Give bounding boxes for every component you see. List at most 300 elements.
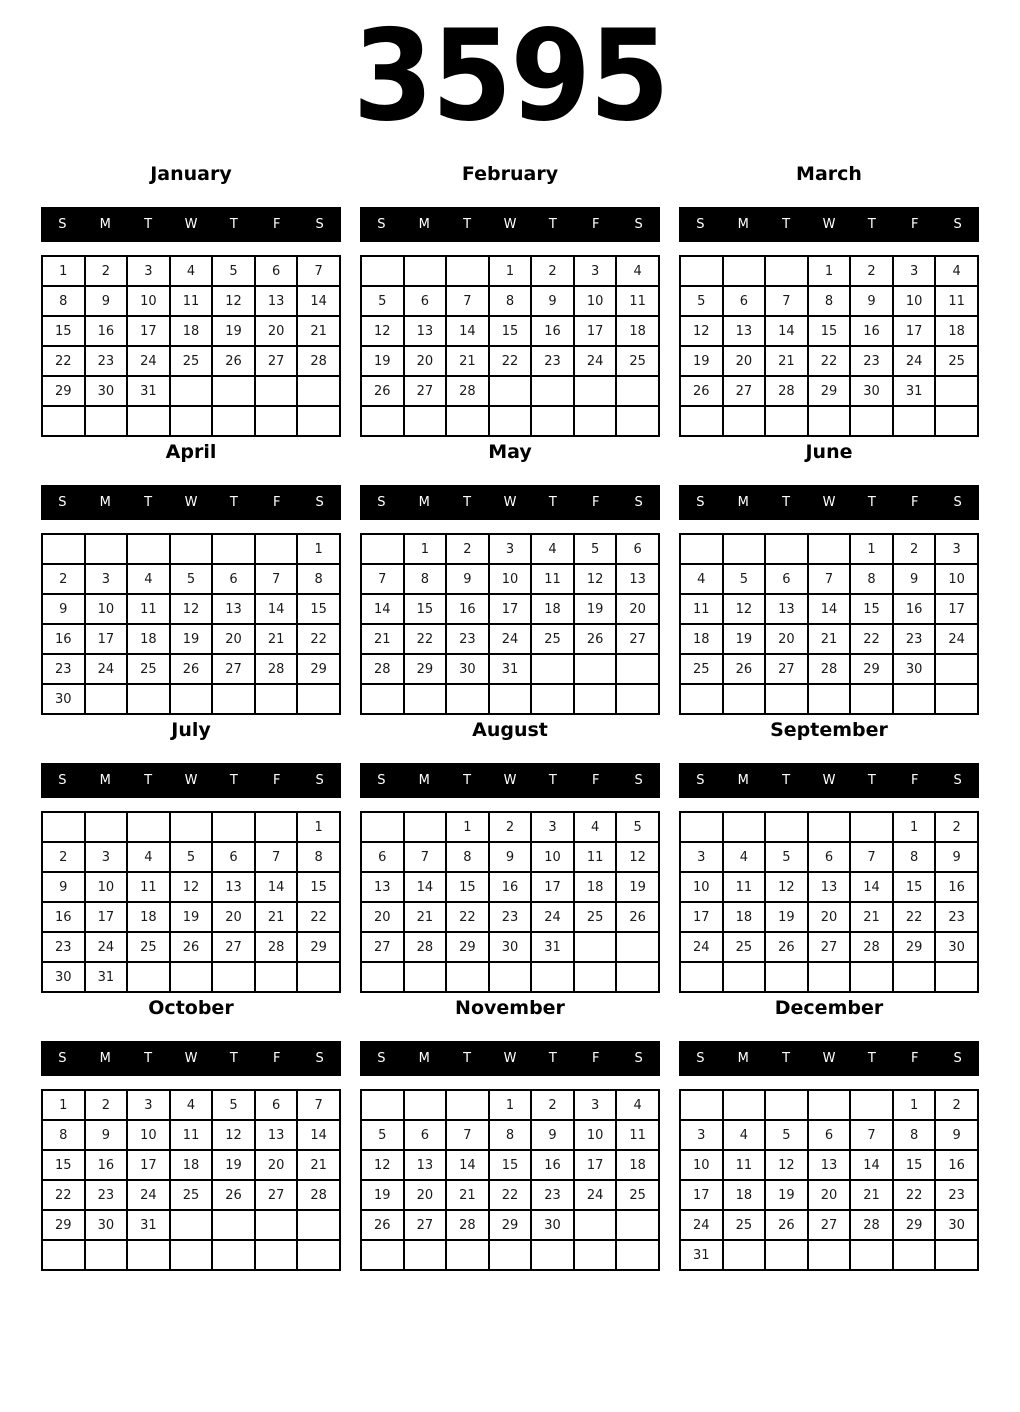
weekday-label: S — [953, 1051, 962, 1066]
date-cell: 15 — [893, 872, 936, 902]
month-title: May — [488, 441, 532, 463]
date-cell — [616, 654, 659, 684]
weekday-label: S — [953, 217, 962, 232]
date-cell: 28 — [297, 1180, 340, 1210]
date-cell: 13 — [255, 286, 298, 316]
weekday-label: T — [229, 217, 238, 232]
date-cell: 14 — [255, 872, 298, 902]
date-cell — [935, 962, 978, 992]
date-cell: 16 — [531, 1150, 574, 1180]
date-cell: 27 — [723, 376, 766, 406]
week-row — [42, 1120, 340, 1150]
date-cell: 10 — [574, 1120, 617, 1150]
date-cell: 21 — [404, 902, 447, 932]
date-cell: 2 — [531, 1090, 574, 1120]
date-cell — [850, 684, 893, 714]
date-cell — [85, 1240, 128, 1270]
date-cell — [616, 962, 659, 992]
date-cell — [404, 962, 447, 992]
date-cell — [808, 534, 851, 564]
calendar-table — [679, 811, 979, 993]
date-cell — [212, 406, 255, 436]
weekday-label: T — [144, 495, 153, 510]
date-cell: 28 — [446, 376, 489, 406]
date-cell: 24 — [85, 932, 128, 962]
date-cell — [170, 1210, 213, 1240]
date-cell — [127, 534, 170, 564]
weekday-label: W — [184, 217, 198, 232]
week-row — [361, 684, 659, 714]
date-cell — [935, 684, 978, 714]
date-cell — [723, 406, 766, 436]
date-cell — [127, 684, 170, 714]
date-cell: 27 — [765, 654, 808, 684]
date-cell: 29 — [893, 932, 936, 962]
date-cell: 22 — [446, 902, 489, 932]
date-cell: 1 — [297, 812, 340, 842]
date-cell: 1 — [446, 812, 489, 842]
week-row — [680, 346, 978, 376]
date-cell: 3 — [574, 256, 617, 286]
week-row — [680, 684, 978, 714]
weekday-label: T — [782, 1051, 791, 1066]
weekday-label: T — [782, 773, 791, 788]
date-cell — [850, 1090, 893, 1120]
date-cell: 29 — [850, 654, 893, 684]
date-cell — [42, 812, 85, 842]
date-cell: 31 — [893, 376, 936, 406]
month-title: March — [796, 163, 862, 185]
weekday-header-bar — [679, 207, 979, 242]
date-cell: 4 — [616, 256, 659, 286]
week-row — [361, 932, 659, 962]
week-row — [42, 684, 340, 714]
date-cell: 19 — [212, 316, 255, 346]
date-cell — [616, 1240, 659, 1270]
date-cell — [723, 1090, 766, 1120]
date-cell: 30 — [531, 1210, 574, 1240]
date-cell: 2 — [531, 256, 574, 286]
date-cell: 26 — [361, 376, 404, 406]
date-cell: 14 — [808, 594, 851, 624]
date-cell — [808, 406, 851, 436]
date-cell: 2 — [42, 842, 85, 872]
date-cell: 22 — [893, 1180, 936, 1210]
date-cell — [850, 406, 893, 436]
month-block — [679, 989, 979, 1267]
date-cell: 16 — [489, 872, 532, 902]
date-cell: 20 — [404, 346, 447, 376]
date-cell — [531, 684, 574, 714]
date-cell — [489, 376, 532, 406]
date-cell — [212, 812, 255, 842]
date-cell — [531, 654, 574, 684]
date-cell: 23 — [489, 902, 532, 932]
date-cell: 9 — [935, 842, 978, 872]
date-cell: 6 — [404, 1120, 447, 1150]
weekday-label: F — [591, 217, 600, 232]
date-cell: 2 — [850, 256, 893, 286]
date-cell: 30 — [935, 1210, 978, 1240]
week-row — [680, 932, 978, 962]
date-cell: 11 — [723, 1150, 766, 1180]
date-cell: 16 — [85, 316, 128, 346]
weekday-header-bar — [360, 485, 660, 520]
date-cell: 6 — [765, 564, 808, 594]
date-cell — [446, 1240, 489, 1270]
date-cell — [361, 684, 404, 714]
weekday-label: M — [418, 773, 430, 788]
month-block — [360, 711, 660, 989]
date-cell: 27 — [616, 624, 659, 654]
date-cell: 27 — [212, 654, 255, 684]
date-cell: 16 — [935, 872, 978, 902]
date-cell — [361, 812, 404, 842]
date-cell: 2 — [935, 1090, 978, 1120]
weekday-label: T — [144, 773, 153, 788]
week-row — [42, 1240, 340, 1270]
weekday-label: S — [377, 1051, 386, 1066]
date-cell: 25 — [170, 346, 213, 376]
weekday-label: S — [696, 1051, 705, 1066]
date-cell: 28 — [850, 932, 893, 962]
date-cell: 1 — [42, 256, 85, 286]
date-cell: 6 — [404, 286, 447, 316]
calendar-table — [679, 1089, 979, 1271]
date-cell — [893, 684, 936, 714]
date-cell: 18 — [127, 902, 170, 932]
date-cell: 18 — [723, 902, 766, 932]
date-cell — [170, 684, 213, 714]
date-cell: 23 — [85, 346, 128, 376]
date-cell: 25 — [935, 346, 978, 376]
date-cell: 19 — [170, 902, 213, 932]
date-cell — [574, 406, 617, 436]
weekday-label: S — [377, 495, 386, 510]
date-cell: 26 — [170, 654, 213, 684]
date-cell: 4 — [680, 564, 723, 594]
week-row — [361, 624, 659, 654]
weekday-label: M — [737, 217, 749, 232]
date-cell — [935, 654, 978, 684]
date-cell: 21 — [850, 902, 893, 932]
date-cell: 12 — [212, 286, 255, 316]
date-cell — [297, 406, 340, 436]
months-grid — [41, 155, 979, 1267]
date-cell — [404, 684, 447, 714]
date-cell — [212, 1210, 255, 1240]
date-cell: 8 — [893, 1120, 936, 1150]
date-cell: 17 — [85, 902, 128, 932]
date-cell: 21 — [361, 624, 404, 654]
date-cell: 2 — [42, 564, 85, 594]
calendar-table — [360, 811, 660, 993]
date-cell: 17 — [85, 624, 128, 654]
date-cell: 4 — [531, 534, 574, 564]
date-cell: 14 — [297, 286, 340, 316]
week-row — [42, 902, 340, 932]
date-cell: 5 — [170, 564, 213, 594]
date-cell: 2 — [489, 812, 532, 842]
week-row — [361, 1150, 659, 1180]
week-row — [680, 564, 978, 594]
date-cell: 30 — [489, 932, 532, 962]
date-cell: 2 — [85, 1090, 128, 1120]
date-cell: 3 — [893, 256, 936, 286]
date-cell: 25 — [127, 932, 170, 962]
week-row — [42, 842, 340, 872]
date-cell: 4 — [574, 812, 617, 842]
date-cell: 28 — [808, 654, 851, 684]
date-cell: 13 — [212, 872, 255, 902]
weekday-label: M — [737, 1051, 749, 1066]
date-cell: 17 — [574, 316, 617, 346]
date-cell: 30 — [85, 1210, 128, 1240]
date-cell: 18 — [723, 1180, 766, 1210]
weekday-label: S — [634, 217, 643, 232]
date-cell: 29 — [489, 1210, 532, 1240]
date-cell: 15 — [42, 316, 85, 346]
date-cell: 25 — [170, 1180, 213, 1210]
date-cell — [850, 1240, 893, 1270]
date-cell: 1 — [893, 1090, 936, 1120]
date-cell: 23 — [446, 624, 489, 654]
date-cell: 17 — [127, 316, 170, 346]
date-cell: 21 — [446, 346, 489, 376]
date-cell: 10 — [127, 286, 170, 316]
date-cell: 3 — [127, 1090, 170, 1120]
date-cell — [361, 256, 404, 286]
date-cell: 3 — [680, 1120, 723, 1150]
week-row — [42, 1210, 340, 1240]
date-cell — [255, 376, 298, 406]
date-cell — [446, 1090, 489, 1120]
date-cell: 9 — [850, 286, 893, 316]
date-cell: 24 — [574, 1180, 617, 1210]
date-cell — [616, 406, 659, 436]
date-cell: 27 — [808, 932, 851, 962]
date-cell: 5 — [212, 1090, 255, 1120]
date-cell: 9 — [489, 842, 532, 872]
date-cell — [765, 962, 808, 992]
weekday-label: M — [99, 1051, 111, 1066]
week-row — [680, 902, 978, 932]
date-cell — [404, 1240, 447, 1270]
week-row — [361, 812, 659, 842]
week-row — [42, 406, 340, 436]
date-cell — [361, 406, 404, 436]
weekday-label: W — [503, 1051, 517, 1066]
date-cell: 10 — [531, 842, 574, 872]
week-row — [680, 842, 978, 872]
week-row — [42, 932, 340, 962]
date-cell: 4 — [723, 1120, 766, 1150]
weekday-label: S — [58, 495, 67, 510]
date-cell: 11 — [680, 594, 723, 624]
date-cell: 31 — [489, 654, 532, 684]
calendar-table — [679, 255, 979, 437]
date-cell — [297, 376, 340, 406]
date-cell: 24 — [680, 932, 723, 962]
date-cell: 13 — [255, 1120, 298, 1150]
weekday-header-bar — [41, 207, 341, 242]
date-cell — [489, 406, 532, 436]
date-cell: 23 — [85, 1180, 128, 1210]
date-cell: 8 — [297, 564, 340, 594]
week-row — [42, 534, 340, 564]
date-cell: 26 — [680, 376, 723, 406]
date-cell: 15 — [42, 1150, 85, 1180]
date-cell: 15 — [893, 1150, 936, 1180]
date-cell: 16 — [85, 1150, 128, 1180]
date-cell — [723, 1240, 766, 1270]
date-cell — [680, 406, 723, 436]
date-cell: 8 — [893, 842, 936, 872]
date-cell: 19 — [361, 346, 404, 376]
weekday-label: F — [272, 1051, 281, 1066]
date-cell — [127, 406, 170, 436]
date-cell: 5 — [723, 564, 766, 594]
date-cell: 22 — [893, 902, 936, 932]
date-cell: 12 — [723, 594, 766, 624]
date-cell: 20 — [765, 624, 808, 654]
date-cell: 29 — [446, 932, 489, 962]
date-cell — [404, 1090, 447, 1120]
date-cell: 19 — [765, 1180, 808, 1210]
date-cell: 25 — [723, 1210, 766, 1240]
month-block — [360, 155, 660, 433]
date-cell — [531, 406, 574, 436]
date-cell — [361, 962, 404, 992]
date-cell: 16 — [850, 316, 893, 346]
date-cell — [170, 376, 213, 406]
date-cell: 9 — [85, 1120, 128, 1150]
week-row — [361, 842, 659, 872]
date-cell — [808, 1090, 851, 1120]
date-cell: 26 — [170, 932, 213, 962]
date-cell: 18 — [680, 624, 723, 654]
date-cell: 31 — [85, 962, 128, 992]
date-cell: 31 — [127, 376, 170, 406]
date-cell: 15 — [850, 594, 893, 624]
date-cell: 25 — [723, 932, 766, 962]
weekday-header-bar — [41, 1041, 341, 1076]
date-cell: 25 — [531, 624, 574, 654]
date-cell: 20 — [616, 594, 659, 624]
date-cell: 11 — [616, 286, 659, 316]
weekday-label: W — [503, 217, 517, 232]
date-cell — [935, 376, 978, 406]
date-cell: 7 — [446, 1120, 489, 1150]
weekday-label: F — [910, 495, 919, 510]
date-cell — [42, 534, 85, 564]
date-cell — [85, 534, 128, 564]
date-cell: 9 — [935, 1120, 978, 1150]
date-cell: 25 — [616, 346, 659, 376]
month-title: November — [455, 997, 565, 1019]
date-cell: 1 — [489, 256, 532, 286]
date-cell — [680, 962, 723, 992]
date-cell — [361, 1240, 404, 1270]
date-cell: 18 — [616, 316, 659, 346]
date-cell: 27 — [404, 376, 447, 406]
weekday-label: T — [463, 773, 472, 788]
date-cell: 15 — [489, 316, 532, 346]
date-cell: 7 — [297, 256, 340, 286]
date-cell: 16 — [893, 594, 936, 624]
date-cell — [212, 684, 255, 714]
date-cell: 11 — [127, 594, 170, 624]
date-cell — [723, 812, 766, 842]
date-cell: 22 — [42, 1180, 85, 1210]
date-cell: 3 — [574, 1090, 617, 1120]
weekday-label: S — [953, 773, 962, 788]
month-title: September — [770, 719, 888, 741]
date-cell: 7 — [808, 564, 851, 594]
date-cell: 11 — [170, 286, 213, 316]
month-title: February — [461, 163, 559, 185]
weekday-label: T — [463, 1051, 472, 1066]
date-cell: 29 — [808, 376, 851, 406]
date-cell: 22 — [404, 624, 447, 654]
date-cell: 12 — [361, 1150, 404, 1180]
weekday-header-bar — [41, 485, 341, 520]
date-cell: 12 — [212, 1120, 255, 1150]
date-cell: 1 — [297, 534, 340, 564]
date-cell: 13 — [404, 316, 447, 346]
date-cell — [127, 962, 170, 992]
date-cell: 1 — [489, 1090, 532, 1120]
date-cell: 27 — [255, 346, 298, 376]
weekday-label: T — [867, 1051, 876, 1066]
date-cell: 26 — [361, 1210, 404, 1240]
date-cell — [893, 406, 936, 436]
date-cell — [723, 534, 766, 564]
calendar-table — [360, 255, 660, 437]
date-cell: 16 — [446, 594, 489, 624]
date-cell: 13 — [212, 594, 255, 624]
date-cell: 7 — [255, 564, 298, 594]
date-cell: 21 — [297, 1150, 340, 1180]
date-cell: 22 — [489, 346, 532, 376]
date-cell — [255, 1240, 298, 1270]
date-cell: 10 — [85, 872, 128, 902]
date-cell: 6 — [212, 842, 255, 872]
week-row — [680, 624, 978, 654]
week-row — [680, 872, 978, 902]
weekday-label: S — [634, 773, 643, 788]
calendar-table — [41, 533, 341, 715]
date-cell — [616, 376, 659, 406]
date-cell — [255, 812, 298, 842]
weekday-label: S — [377, 217, 386, 232]
weekday-label: T — [463, 217, 472, 232]
date-cell: 4 — [170, 256, 213, 286]
date-cell: 20 — [212, 902, 255, 932]
date-cell: 20 — [723, 346, 766, 376]
date-cell: 10 — [85, 594, 128, 624]
date-cell — [850, 812, 893, 842]
date-cell: 22 — [489, 1180, 532, 1210]
date-cell: 7 — [404, 842, 447, 872]
date-cell: 23 — [935, 1180, 978, 1210]
date-cell — [255, 534, 298, 564]
date-cell: 7 — [297, 1090, 340, 1120]
date-cell — [808, 684, 851, 714]
date-cell: 23 — [893, 624, 936, 654]
date-cell: 28 — [850, 1210, 893, 1240]
date-cell: 19 — [212, 1150, 255, 1180]
